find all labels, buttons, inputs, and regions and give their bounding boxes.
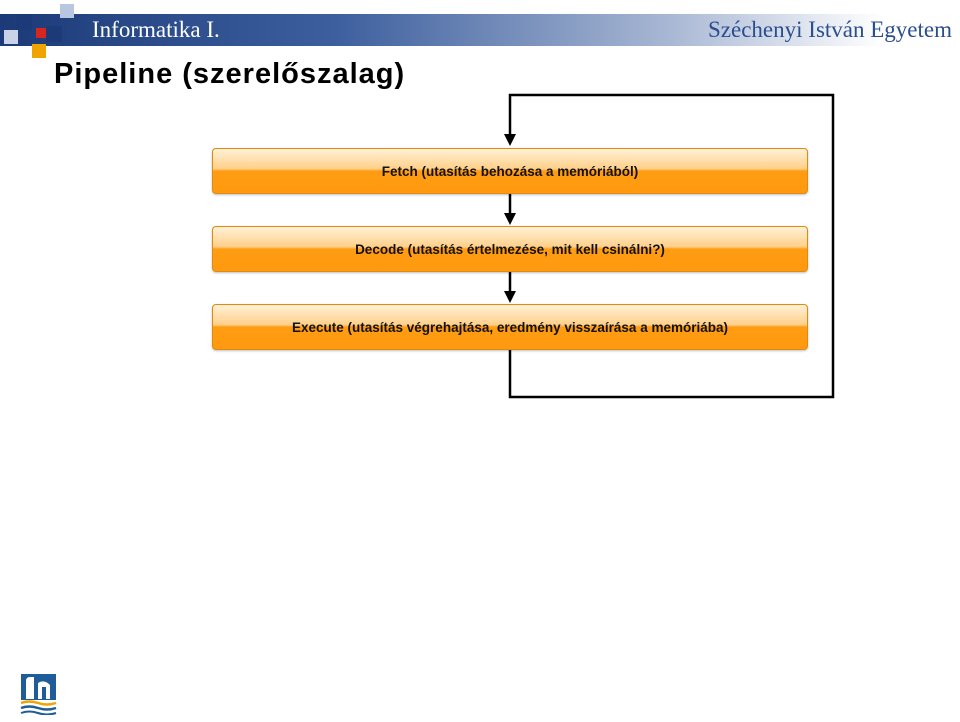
arrow-into-fetch <box>504 134 516 146</box>
header-course-title: Informatika I. <box>92 17 220 42</box>
stage-decode <box>212 226 808 272</box>
university-logo <box>20 673 57 715</box>
header-university-name: Széchenyi István Egyetem <box>708 17 952 42</box>
stage-fetch <box>212 148 808 194</box>
slide-title: Pipeline (szerelőszalag) <box>54 58 406 90</box>
stage-decode-label: Decode (utasítás értelmezése, mit kell csinálni?) <box>355 241 665 257</box>
stage-execute <box>212 304 808 350</box>
stage-execute-label: Execute (utasítás végrehajtása, eredmény visszaírása a memóriába) <box>292 319 728 335</box>
stage-fetch-label: Fetch (utasítás behozása a memóriából) <box>381 163 639 179</box>
